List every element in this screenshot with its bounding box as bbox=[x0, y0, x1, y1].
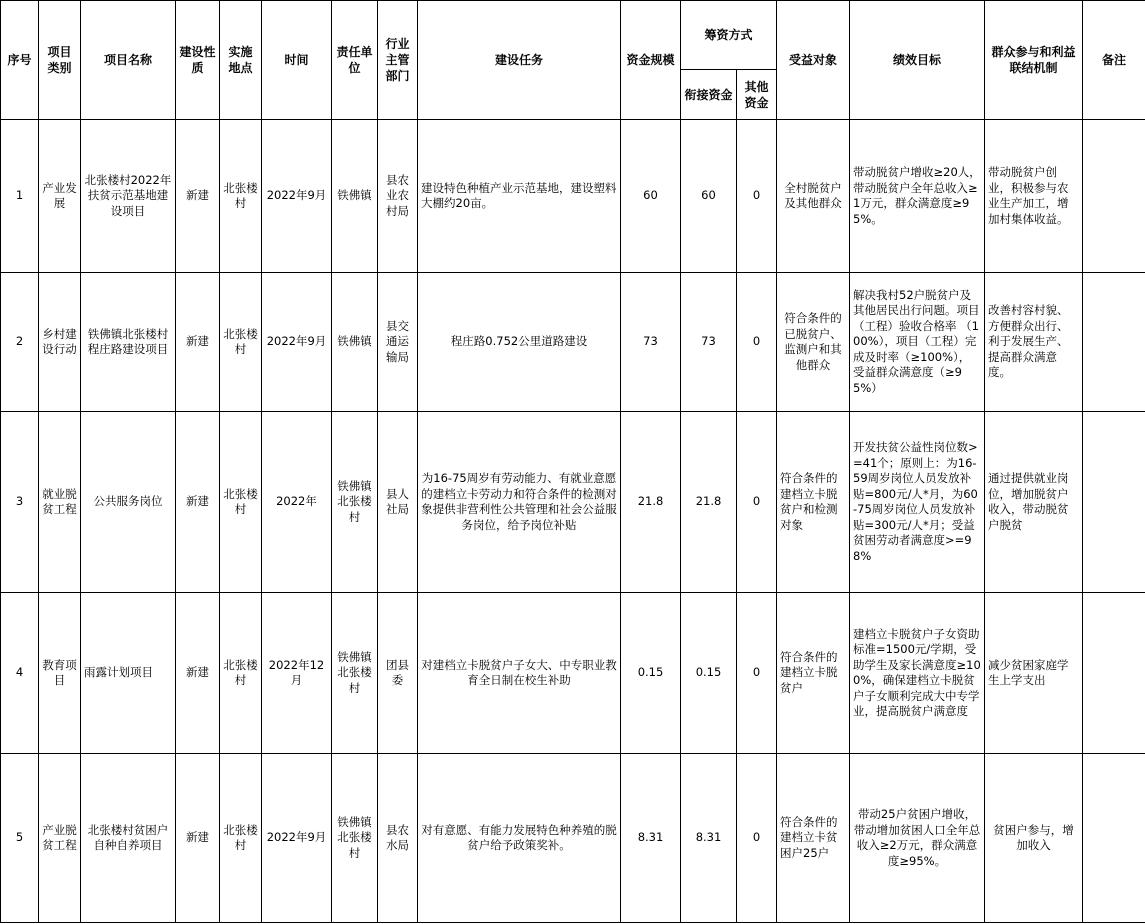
cell-seq: 4 bbox=[1, 593, 39, 754]
cell-nature: 新建 bbox=[176, 273, 220, 412]
cell-category: 产业脱贫工程 bbox=[39, 754, 81, 923]
cell-mechanism: 贫困户参与，增加收入 bbox=[985, 754, 1083, 923]
header-time: 时间 bbox=[262, 1, 332, 120]
header-financing: 筹资方式 bbox=[681, 1, 777, 70]
cell-time: 2022年9月 bbox=[262, 273, 332, 412]
cell-fund: 8.31 bbox=[621, 754, 681, 923]
cell-note bbox=[1083, 120, 1145, 273]
cell-category: 就业脱贫工程 bbox=[39, 412, 81, 593]
header-task: 建设任务 bbox=[418, 1, 621, 120]
cell-unit: 铁佛镇 bbox=[332, 273, 378, 412]
cell-time: 2022年9月 bbox=[262, 754, 332, 923]
header-fin-linked: 衔接资金 bbox=[681, 70, 737, 120]
cell-location: 北张楼村 bbox=[220, 754, 262, 923]
header-dept: 行业主管部门 bbox=[378, 1, 418, 120]
cell-goal: 带动25户贫困户增收，带动增加贫困人口全年总收入≥2万元，群众满意度≥95%。 bbox=[850, 754, 985, 923]
header-category: 项目类别 bbox=[39, 1, 81, 120]
cell-fin-other: 0 bbox=[737, 273, 777, 412]
cell-fin-other: 0 bbox=[737, 120, 777, 273]
cell-goal: 建档立卡脱贫户子女资助标准=1500元/学期，受助学生及家长满意度≥100%，确保建档立卡脱贫户子女顺利完成大中专学业，提高脱贫户满意度 bbox=[850, 593, 985, 754]
table-row bbox=[1, 593, 1145, 754]
cell-location: 北张楼村 bbox=[220, 120, 262, 273]
header-mechanism: 群众参与和利益联结机制 bbox=[985, 1, 1083, 120]
header-seq: 序号 bbox=[1, 1, 39, 120]
cell-task: 为16-75周岁有劳动能力、有就业意愿的建档立卡劳动力和符合条件的检测对象提供非营利性公共管理和社会公益服务岗位，给予岗位补贴 bbox=[418, 412, 621, 593]
cell-goal: 解决我村52户脱贫户及其他居民出行问题。项目（工程）验收合格率 （100%），项目（工程）完成及时率（≥100%），受益群众满意度（≥95%） bbox=[850, 273, 985, 412]
cell-time: 2022年 bbox=[262, 412, 332, 593]
table-row bbox=[1, 412, 1145, 593]
cell-task: 对建档立卡脱贫户子女大、中专职业教育全日制在校生补助 bbox=[418, 593, 621, 754]
cell-nature: 新建 bbox=[176, 754, 220, 923]
cell-fund: 60 bbox=[621, 120, 681, 273]
cell-dept: 县交通运输局 bbox=[378, 273, 418, 412]
header-row bbox=[1, 1, 1145, 70]
header-name: 项目名称 bbox=[81, 1, 176, 120]
cell-task: 程庄路0.752公里道路建设 bbox=[418, 273, 621, 412]
cell-task: 建设特色种植产业示范基地，建设塑料大棚约20亩。 bbox=[418, 120, 621, 273]
cell-unit: 铁佛镇北张楼村 bbox=[332, 412, 378, 593]
cell-category: 教育项目 bbox=[39, 593, 81, 754]
cell-seq: 2 bbox=[1, 273, 39, 412]
cell-fund: 21.8 bbox=[621, 412, 681, 593]
cell-goal: 开发扶贫公益性岗位数>=41个；原则上：为16-59周岁岗位人员发放补贴=800元/人*月，为60-75周岁岗位人员发放补贴=300元/人*月；受益贫困劳动者满意度>=98% bbox=[850, 412, 985, 593]
cell-task: 对有意愿、有能力发展特色种养殖的脱贫户给予政策奖补。 bbox=[418, 754, 621, 923]
cell-fin-other: 0 bbox=[737, 593, 777, 754]
header-location: 实施地点 bbox=[220, 1, 262, 120]
cell-fin-linked: 8.31 bbox=[681, 754, 737, 923]
cell-unit: 铁佛镇 bbox=[332, 120, 378, 273]
cell-note bbox=[1083, 412, 1145, 593]
cell-beneficiary: 符合条件的已脱贫户、监测户和其他群众 bbox=[777, 273, 850, 412]
cell-note bbox=[1083, 593, 1145, 754]
cell-unit: 铁佛镇北张楼村 bbox=[332, 754, 378, 923]
cell-seq: 5 bbox=[1, 754, 39, 923]
cell-fin-other: 0 bbox=[737, 754, 777, 923]
cell-beneficiary: 全村脱贫户及其他群众 bbox=[777, 120, 850, 273]
cell-beneficiary: 符合条件的建档立卡脱贫户 bbox=[777, 593, 850, 754]
cell-fund: 73 bbox=[621, 273, 681, 412]
cell-mechanism: 减少贫困家庭学生上学支出 bbox=[985, 593, 1083, 754]
cell-fin-linked: 60 bbox=[681, 120, 737, 273]
cell-nature: 新建 bbox=[176, 593, 220, 754]
header-goal: 绩效目标 bbox=[850, 1, 985, 120]
cell-time: 2022年12月 bbox=[262, 593, 332, 754]
cell-dept: 县农业农村局 bbox=[378, 120, 418, 273]
cell-time: 2022年9月 bbox=[262, 120, 332, 273]
table-row bbox=[1, 120, 1145, 273]
table-row bbox=[1, 273, 1145, 412]
cell-nature: 新建 bbox=[176, 120, 220, 273]
cell-location: 北张楼村 bbox=[220, 412, 262, 593]
cell-fund: 0.15 bbox=[621, 593, 681, 754]
header-fin-other: 其他资金 bbox=[737, 70, 777, 120]
header-beneficiary: 受益对象 bbox=[777, 1, 850, 120]
cell-beneficiary: 符合条件的建档立卡脱贫户和检测对象 bbox=[777, 412, 850, 593]
cell-beneficiary: 符合条件的建档立卡贫困户25户 bbox=[777, 754, 850, 923]
cell-location: 北张楼村 bbox=[220, 593, 262, 754]
cell-mechanism: 带动脱贫户创业，积极参与农业生产加工，增加村集体收益。 bbox=[985, 120, 1083, 273]
cell-name: 公共服务岗位 bbox=[81, 412, 176, 593]
cell-note bbox=[1083, 754, 1145, 923]
header-unit: 责任单位 bbox=[332, 1, 378, 120]
header-nature: 建设性质 bbox=[176, 1, 220, 120]
cell-category: 产业发展 bbox=[39, 120, 81, 273]
cell-mechanism: 通过提供就业岗位，增加脱贫户收入，带动脱贫户脱贫 bbox=[985, 412, 1083, 593]
cell-dept: 县人社局 bbox=[378, 412, 418, 593]
cell-nature: 新建 bbox=[176, 412, 220, 593]
cell-unit: 铁佛镇北张楼村 bbox=[332, 593, 378, 754]
cell-dept: 县农水局 bbox=[378, 754, 418, 923]
cell-seq: 3 bbox=[1, 412, 39, 593]
cell-location: 北张楼村 bbox=[220, 273, 262, 412]
cell-fin-linked: 21.8 bbox=[681, 412, 737, 593]
cell-fin-linked: 0.15 bbox=[681, 593, 737, 754]
cell-name: 铁佛镇北张楼村程庄路建设项目 bbox=[81, 273, 176, 412]
cell-name: 北张楼村贫困户自种自养项目 bbox=[81, 754, 176, 923]
header-note: 备注 bbox=[1083, 1, 1145, 120]
cell-name: 雨露计划项目 bbox=[81, 593, 176, 754]
cell-fin-linked: 73 bbox=[681, 273, 737, 412]
cell-goal: 带动脱贫户增收≥20人，带动脱贫户全年总收入≥1万元，群众满意度≥95%。 bbox=[850, 120, 985, 273]
cell-note bbox=[1083, 273, 1145, 412]
cell-name: 北张楼村2022年扶贫示范基地建设项目 bbox=[81, 120, 176, 273]
cell-category: 乡村建设行动 bbox=[39, 273, 81, 412]
cell-dept: 团县委 bbox=[378, 593, 418, 754]
cell-mechanism: 改善村容村貌、方便群众出行、利于发展生产、提高群众满意度。 bbox=[985, 273, 1083, 412]
cell-seq: 1 bbox=[1, 120, 39, 273]
table-row bbox=[1, 754, 1145, 923]
cell-fin-other: 0 bbox=[737, 412, 777, 593]
header-fund: 资金规模 bbox=[621, 1, 681, 120]
